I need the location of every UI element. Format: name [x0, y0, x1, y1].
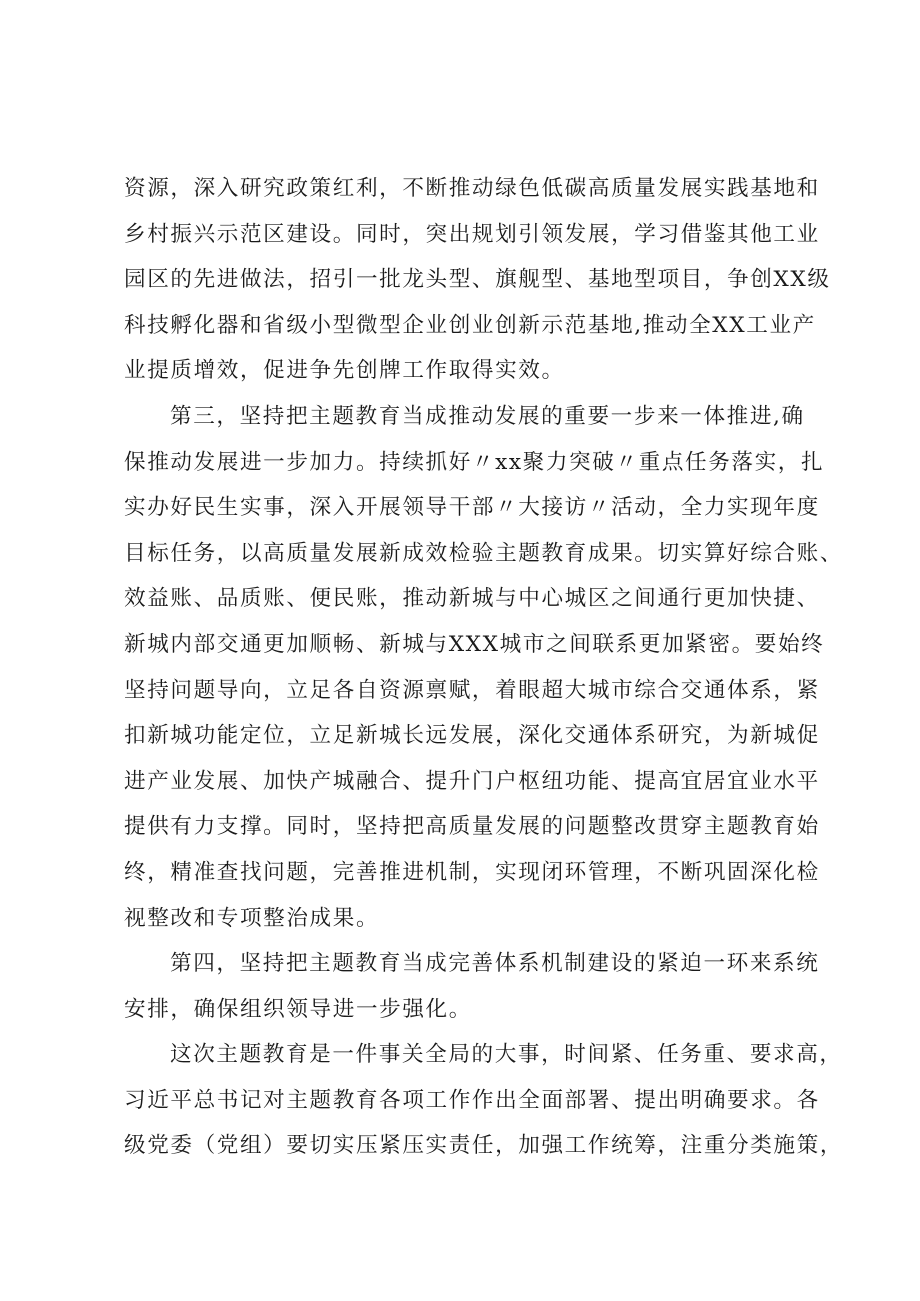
text-line: 级党委（党组）要切实压紧压实责任，加强工作统筹，注重分类施策，: [124, 1133, 844, 1159]
text-line: 科技孵化器和省级小型微型企业创业创新示范基地,推动全XX工业产: [124, 312, 816, 338]
text-line: 安排，确保组织领导进一步强化。: [124, 996, 472, 1022]
text-line: 乡村振兴示范区建设。同时，突出规划引领发展，学习借鉴其他工业: [124, 221, 820, 247]
text-line: 视整改和专项整治成果。: [124, 905, 380, 931]
text-line: 终，精准查找问题，完善推进机制，实现闭环管理，不断巩固深化检: [124, 859, 820, 885]
text-line: 习近平总书记对主题教育各项工作作出全面部署、提出明确要求。各: [124, 1087, 820, 1113]
text-line: 进产业发展、加快产城融合、提升门户枢纽功能、提高宜居宜业水平: [124, 768, 820, 794]
text-line: 资源，深入研究政策红利，不断推动绿色低碳高质量发展实践基地和: [124, 176, 820, 201]
text-line: 提供有力支撑。同时，坚持把高质量发展的问题整改贯穿主题教育始: [124, 814, 820, 840]
document-body: [124, 166, 844, 1169]
paragraph-start-line: 第三，坚持把主题教育当成推动发展的重要一步来一体推进,确: [170, 403, 805, 429]
text-line: 园区的先进做法，招引一批龙头型、旗舰型、基地型项目，争创XX级: [124, 267, 831, 293]
text-line: 新城内部交通更加顺畅、新城与XXX城市之间联系更加紧密。要始终: [124, 631, 825, 657]
text-line: 保推动发展进一步加力。持续抓好〃xx聚力突破〃重点任务落实，扎: [124, 449, 825, 475]
text-line: 目标任务，以高质量发展新成效检验主题教育成果。切实算好综合账、: [124, 540, 844, 566]
paragraph-start-line: 这次主题教育是一件事关全局的大事，时间紧、任务重、要求高，: [170, 1042, 843, 1068]
text-line: 坚持问题导向，立足各自资源禀赋，着眼超大城市综合交通体系，紧: [124, 677, 820, 703]
text-line: 业提质增效，促进争先创牌工作取得实效。: [124, 358, 565, 384]
text-line: 效益账、品质账、便民账，推动新城与中心城区之间通行更加快捷、: [124, 586, 820, 612]
text-line: 扣新城功能定位，立足新城长远发展，深化交通体系研究，为新城促: [124, 723, 820, 749]
text-line: 实办好民生实事，深入开展领导干部〃大接访〃活动，全力实现年度: [124, 495, 820, 521]
paragraph-start-line: 第四，坚持把主题教育当成完善体系机制建设的紧迫一环来系统: [170, 951, 820, 977]
